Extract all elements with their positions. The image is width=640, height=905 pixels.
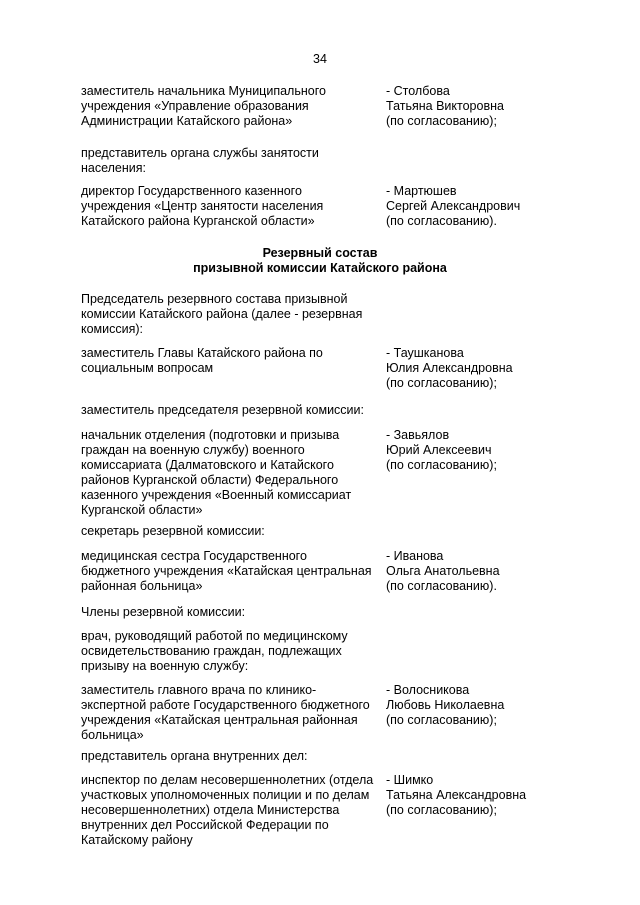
entry-person: - Шимко Татьяна Александровна (по согласованию); <box>386 773 527 817</box>
label-employment: представитель органа службы занятости населения: <box>81 146 319 175</box>
label-police: представитель органа внутренних дел: <box>81 749 308 763</box>
reserve-heading: Резервный состав призывной комиссии Катайского района <box>193 246 447 275</box>
entry-role: заместитель начальника Муниципального учреждения «Управление образования Администрации Катайского района» <box>81 84 326 128</box>
label-secretary: секретарь резервной комиссии: <box>81 524 265 538</box>
label-members: Члены резервной комиссии: <box>81 605 246 619</box>
entry-person: - Иванова Ольга Анатольевна (по согласованию). <box>386 549 500 593</box>
page-number: 34 <box>313 52 327 66</box>
entry-role: медицинская сестра Государственного бюджетного учреждения «Катайская центральная районная больница» <box>81 549 372 593</box>
entry-person: - Завьялов Юрий Алексеевич (по согласованию); <box>386 428 497 472</box>
entry-person: - Таушканова Юлия Александровна (по согласованию); <box>386 346 513 390</box>
entry-role: заместитель Главы Катайского района по социальным вопросам <box>81 346 323 375</box>
entry-role: инспектор по делам несовершеннолетних (отдела участковых уполномоченных полиции и по делам несовершеннолетних) отдела Министерства внутренних дел Российской Федерации по Катайскому району <box>81 773 374 847</box>
entry-role: директор Государственного казенного учреждения «Центр занятости населения Катайского района Курганской области» <box>81 184 324 228</box>
entry-person: - Мартюшев Сергей Александрович (по согласованию). <box>386 184 521 228</box>
label-deputy-chair: заместитель председателя резервной комиссии: <box>81 403 364 417</box>
label-reserve-chair: Председатель резервного состава призывной комиссии Катайского района (далее - резервная комиссия): <box>81 292 363 336</box>
entry-role: заместитель главного врача по клинико- экспертной работе Государственного бюджетного учреждения «Катайская центральная районная больница» <box>81 683 370 742</box>
label-doctor: врач, руководящий работой по медицинскому освидетельствованию граждан, подлежащих призыву на военную службу: <box>81 629 348 673</box>
entry-person: - Волосникова Любовь Николаевна (по согласованию); <box>386 683 505 727</box>
entry-role: начальник отделения (подготовки и призыва граждан на военную службу) военного комиссариата (Далматовского и Катайского районов Курганской области) Федерального казенного учреждения «Военный комиссариат Курганской области» <box>81 428 352 517</box>
entry-person: - Столбова Татьяна Викторовна (по согласованию); <box>386 84 504 128</box>
